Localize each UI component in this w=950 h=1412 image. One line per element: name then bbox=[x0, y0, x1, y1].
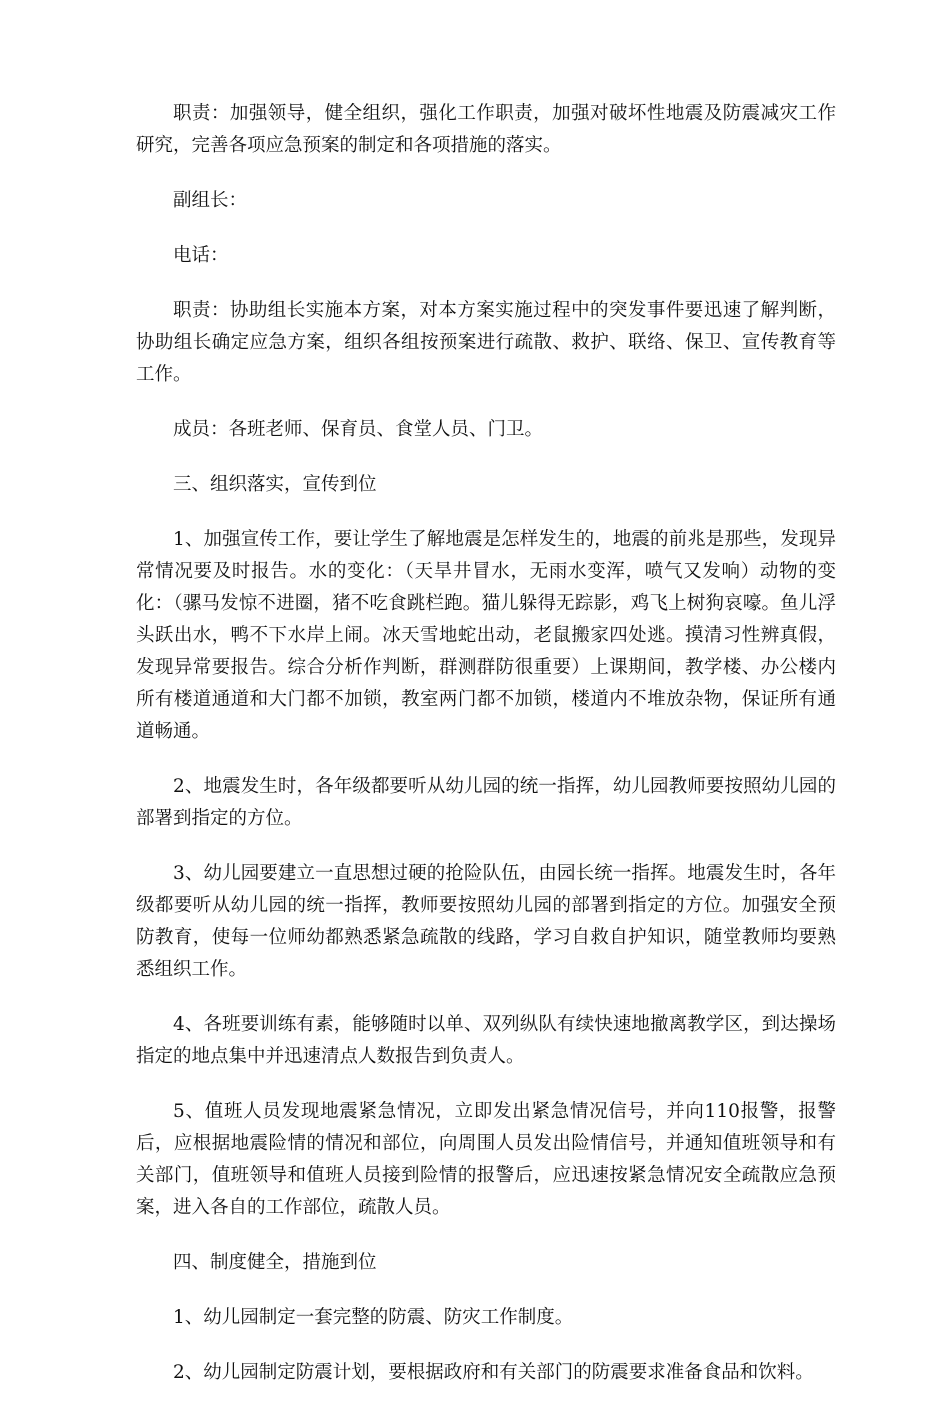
paragraph-item-3-3: 3、幼儿园要建立一直思想过硬的抢险队伍，由园长统一指挥。地震发生时，各年级都要听从幼儿园的统一指挥，教师要按照幼儿园的部署到指定的方位。加强安全预防教育，使每一位师幼都熟悉紧急疏散的线路，学习自救自护知识，随堂教师均要熟悉组织工作。 bbox=[136, 863, 836, 980]
document-body bbox=[136, 98, 836, 1412]
section-heading-3: 三、组织落实，宣传到位 bbox=[173, 474, 377, 495]
section-heading-4: 四、制度健全，措施到位 bbox=[173, 1252, 377, 1273]
paragraph-duties-deputy: 职责：协助组长实施本方案，对本方案实施过程中的突发事件要迅速了解判断，协助组长确定应急方案，组织各组按预案进行疏散、救护、联络、保卫、宣传教育等工作。 bbox=[136, 300, 836, 385]
paragraph-phone: 电话： bbox=[173, 245, 229, 266]
paragraph-item-3-1: 1、加强宣传工作，要让学生了解地震是怎样发生的，地震的前兆是那些，发现异常情况要及时报告。水的变化：（天旱井冒水，无雨水变浑，喷气又发响）动物的变化：（骡马发惊不进圈，猪不吃食跳栏跑。猫儿躲得无踪影，鸡飞上树狗哀嚎。鱼儿浮头跃出水，鸭不下水岸上闹。冰天雪地蛇出动，老鼠搬家四处逃。摸清习性辨真假，发现异常要报告。综合分析作判断，群测群防很重要）上课期间，教学楼、办公楼内所有楼道通道和大门都不加锁，教室两门都不加锁，楼道内不堆放杂物，保证所有通道畅通。 bbox=[136, 529, 836, 742]
paragraph-members: 成员：各班老师、保育员、食堂人员、门卫。 bbox=[173, 419, 544, 440]
paragraph-item-3-5: 5、值班人员发现地震紧急情况，立即发出紧急情况信号，并向110报警，报警后，应根据地震险情的情况和部位，向周围人员发出险情信号，并通知值班领导和有关部门，值班领导和值班人员接到险情的报警后，应迅速按紧急情况安全疏散应急预案，进入各自的工作部位，疏散人员。 bbox=[136, 1101, 836, 1218]
paragraph-item-3-2: 2、地震发生时，各年级都要听从幼儿园的统一指挥，幼儿园教师要按照幼儿园的部署到指定的方位。 bbox=[136, 776, 836, 829]
paragraph-item-4-2: 2、幼儿园制定防震计划，要根据政府和有关部门的防震要求准备食品和饮料。 bbox=[173, 1362, 814, 1383]
paragraph-duties-leader: 职责：加强领导，健全组织，强化工作职责，加强对破坏性地震及防震减灾工作研究，完善各项应急预案的制定和各项措施的落实。 bbox=[136, 103, 836, 156]
paragraph-deputy-leader: 副组长： bbox=[173, 190, 248, 211]
paragraph-item-4-1: 1、幼儿园制定一套完整的防震、防灾工作制度。 bbox=[173, 1307, 574, 1328]
paragraph-item-3-4: 4、各班要训练有素，能够随时以单、双列纵队有续快速地撤离教学区，到达操场指定的地点集中并迅速清点人数报告到负责人。 bbox=[136, 1014, 836, 1067]
